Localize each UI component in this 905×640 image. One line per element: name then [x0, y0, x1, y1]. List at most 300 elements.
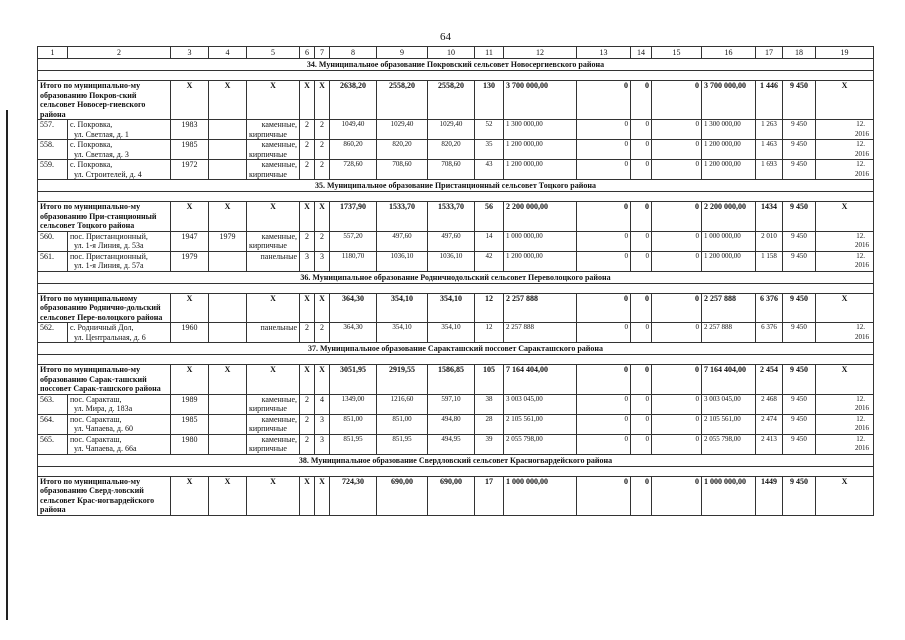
address-cell	[68, 323, 171, 343]
address-settlement: с. Покровка,	[70, 120, 113, 129]
year-built: 1985	[171, 414, 209, 434]
total-cell-c4: X	[209, 365, 247, 395]
row-cell-c8: 1349,00	[330, 394, 377, 414]
housing-register-table	[37, 46, 874, 516]
row-cell-c15: 0	[652, 120, 702, 140]
wall-material-line2: кирпичные	[249, 169, 287, 179]
total-cell-c15: 0	[652, 293, 702, 323]
total-cell-c15: 0	[652, 81, 702, 120]
total-row	[38, 202, 874, 232]
total-cell-c11: 17	[475, 476, 504, 515]
address-street: ул. Чапаева, д. 66а	[74, 444, 137, 453]
wall-material-cell	[247, 231, 300, 251]
total-cell-c13: 0	[577, 293, 631, 323]
row-cell-c13: 0	[577, 251, 631, 271]
row-cell-c8: 860,20	[330, 140, 377, 160]
scan-edge-line	[6, 110, 8, 620]
deadline-cell	[816, 251, 874, 271]
address-settlement: пос. Саракташ,	[70, 394, 122, 404]
column-number-cell: 17	[756, 47, 783, 59]
total-cell-c14: 0	[631, 293, 652, 323]
row-cell-c13: 0	[577, 414, 631, 434]
deadline-cell	[816, 120, 874, 140]
row-cell-c9: 354,10	[377, 323, 428, 343]
row-cell-c18: 9 450	[783, 160, 816, 180]
total-cell-c17: 1 446	[756, 81, 783, 120]
row-cell-c12: 1 200 000,00	[504, 251, 577, 271]
total-cell-c4: X	[209, 81, 247, 120]
deadline-cell	[816, 140, 874, 160]
year-built: 1983	[171, 120, 209, 140]
total-row	[38, 81, 874, 120]
wall-material-cell	[247, 414, 300, 434]
row-cell-c6: 2	[300, 323, 315, 343]
total-cell-c5: X	[247, 81, 300, 120]
row-cell-c12: 1 200 000,00	[504, 140, 577, 160]
total-cell-c7: X	[315, 293, 330, 323]
address-settlement: с. Покровка,	[70, 160, 113, 169]
row-cell-c6: 2	[300, 414, 315, 434]
total-cell-c3: X	[171, 293, 209, 323]
table-row	[38, 231, 874, 251]
total-row	[38, 293, 874, 323]
row-cell-c13: 0	[577, 231, 631, 251]
year-built: 1980	[171, 434, 209, 454]
deadline-year: 2016	[855, 424, 869, 432]
total-cell-c7: X	[315, 202, 330, 232]
address-settlement: с. Родничный Дол,	[70, 323, 134, 332]
row-cell-c14: 0	[631, 140, 652, 160]
deadline-year: 2016	[855, 444, 869, 452]
row-cell-c16: 1 200 000,00	[702, 140, 756, 160]
total-cell-c18: 9 450	[783, 202, 816, 232]
year-renovated	[209, 323, 247, 343]
column-number-row	[38, 47, 874, 59]
wall-material-line2: кирпичные	[249, 129, 287, 139]
row-cell-c18: 9 450	[783, 251, 816, 271]
spacer-row	[38, 355, 874, 365]
total-name: Итого по муниципально-му образованию Сарак-ташский поссовет Сарак-ташского района	[38, 365, 171, 395]
total-name: Итого по муниципально-му образованию Покров-ский сельсовет Новосер-гиевского района	[38, 81, 171, 120]
spacer-row	[38, 71, 874, 81]
row-cell-c18: 9 450	[783, 394, 816, 414]
address-street: ул. Центральная, д. 6	[74, 332, 146, 342]
total-cell-c4: X	[209, 476, 247, 515]
total-cell-c4: X	[209, 202, 247, 232]
deadline-year: 2016	[855, 149, 869, 158]
address-street: ул. Светлая, д. 1	[74, 129, 129, 139]
row-cell-c17: 2 010	[756, 231, 783, 251]
row-cell-c15: 0	[652, 394, 702, 414]
spacer-cell	[38, 466, 874, 476]
section-heading-row	[38, 271, 874, 283]
total-cell-c5: X	[247, 365, 300, 395]
address-settlement: пос. Пристанционный,	[70, 231, 148, 241]
total-cell-c9: 2919,55	[377, 365, 428, 395]
wall-material-line1: каменные,	[261, 394, 297, 404]
wall-material-line1: каменные,	[261, 160, 297, 169]
row-cell-c7: 2	[315, 160, 330, 180]
total-cell-c17: 1449	[756, 476, 783, 515]
deadline-month: 12.	[856, 160, 865, 168]
table-row	[38, 414, 874, 434]
row-cell-c9: 851,95	[377, 434, 428, 454]
row-cell-c6: 2	[300, 231, 315, 251]
total-cell-c17: 2 454	[756, 365, 783, 395]
total-cell-c11: 105	[475, 365, 504, 395]
row-cell-c15: 0	[652, 434, 702, 454]
year-renovated	[209, 160, 247, 180]
table-row	[38, 251, 874, 271]
wall-material-cell	[247, 160, 300, 180]
row-cell-c16: 2 257 888	[702, 323, 756, 343]
deadline-year: 2016	[855, 241, 869, 249]
table-row	[38, 120, 874, 140]
wall-material-cell	[247, 140, 300, 160]
row-cell-c10: 497,60	[428, 231, 475, 251]
year-built: 1979	[171, 251, 209, 271]
column-number-cell: 12	[504, 47, 577, 59]
total-cell-c3: X	[171, 365, 209, 395]
section-heading-row	[38, 454, 874, 466]
deadline-year: 2016	[855, 261, 869, 269]
row-cell-c12: 2 257 888	[504, 323, 577, 343]
year-built: 1947	[171, 231, 209, 251]
spacer-cell	[38, 283, 874, 293]
year-renovated	[209, 251, 247, 271]
total-cell-c14: 0	[631, 81, 652, 120]
table-row	[38, 140, 874, 160]
row-cell-c9: 1216,60	[377, 394, 428, 414]
total-cell-c13: 0	[577, 202, 631, 232]
row-number: 562.	[38, 323, 68, 343]
row-cell-c7: 2	[315, 231, 330, 251]
wall-material-cell	[247, 323, 300, 343]
row-cell-c14: 0	[631, 323, 652, 343]
row-cell-c12: 1 000 000,00	[504, 231, 577, 251]
row-cell-c7: 3	[315, 414, 330, 434]
row-cell-c8: 851,95	[330, 434, 377, 454]
spacer-row	[38, 192, 874, 202]
total-row	[38, 365, 874, 395]
deadline-cell	[816, 160, 874, 180]
row-cell-c6: 2	[300, 120, 315, 140]
column-number-cell: 18	[783, 47, 816, 59]
deadline-cell	[816, 323, 874, 343]
column-number-cell: 11	[475, 47, 504, 59]
deadline-cell	[816, 434, 874, 454]
deadline-month: 12.	[856, 414, 865, 423]
row-cell-c17: 2 474	[756, 414, 783, 434]
total-cell-c13: 0	[577, 476, 631, 515]
deadline-year: 2016	[855, 169, 869, 178]
total-cell-c9: 2558,20	[377, 81, 428, 120]
page-number: 64	[440, 31, 451, 43]
column-number-cell: 19	[816, 47, 874, 59]
row-cell-c17: 1 693	[756, 160, 783, 180]
deadline-cell	[816, 231, 874, 251]
total-cell-c11: 130	[475, 81, 504, 120]
row-cell-c9: 1029,40	[377, 120, 428, 140]
year-built: 1960	[171, 323, 209, 343]
row-cell-c10: 597,10	[428, 394, 475, 414]
spacer-row	[38, 283, 874, 293]
wall-material-line2: кирпичные	[249, 404, 287, 413]
column-number-cell: 16	[702, 47, 756, 59]
deadline-year: 2016	[855, 404, 869, 412]
row-cell-c14: 0	[631, 251, 652, 271]
section-heading-row	[38, 180, 874, 192]
address-street: ул. 1-я Линия, д. 53а	[74, 241, 144, 250]
deadline-month: 12.	[856, 434, 865, 443]
row-number: 561.	[38, 251, 68, 271]
address-settlement: пос. Саракташ,	[70, 434, 122, 444]
row-cell-c11: 14	[475, 231, 504, 251]
row-cell-c12: 2 105 561,00	[504, 414, 577, 434]
row-cell-c13: 0	[577, 120, 631, 140]
column-number-cell: 7	[315, 47, 330, 59]
deadline-month: 12.	[856, 394, 865, 403]
row-cell-c9: 820,20	[377, 140, 428, 160]
wall-material-line2: кирпичные	[249, 424, 287, 433]
total-cell-c7: X	[315, 476, 330, 515]
row-cell-c14: 0	[631, 434, 652, 454]
total-name: Итого по муниципально-му образованию При-станционный сельсовет Тоцкого района	[38, 202, 171, 232]
total-cell-c15: 0	[652, 365, 702, 395]
wall-material-line1: каменные,	[261, 231, 297, 241]
address-cell	[68, 140, 171, 160]
wall-material-line2: кирпичные	[249, 241, 287, 250]
wall-material-line1: каменные,	[261, 434, 297, 444]
year-built: 1985	[171, 140, 209, 160]
total-cell-c18: 9 450	[783, 476, 816, 515]
total-cell-c13: 0	[577, 365, 631, 395]
row-cell-c9: 1036,10	[377, 251, 428, 271]
total-cell-c12: 3 700 000,00	[504, 81, 577, 120]
column-number-cell: 9	[377, 47, 428, 59]
address-settlement: с. Покровка,	[70, 140, 113, 149]
year-built: 1972	[171, 160, 209, 180]
total-cell-c3: X	[171, 81, 209, 120]
total-cell-c12: 2 200 000,00	[504, 202, 577, 232]
address-street: ул. Чапаева, д. 60	[74, 424, 133, 433]
row-cell-c10: 820,20	[428, 140, 475, 160]
address-street: ул. Строителей, д. 4	[74, 169, 142, 179]
row-cell-c14: 0	[631, 231, 652, 251]
total-cell-c4	[209, 293, 247, 323]
address-street: ул. 1-я Линия, д. 57а	[74, 261, 144, 270]
row-cell-c12: 2 055 798,00	[504, 434, 577, 454]
row-cell-c9: 708,60	[377, 160, 428, 180]
spacer-cell	[38, 192, 874, 202]
total-cell-c19: X	[816, 293, 874, 323]
total-cell-c11: 12	[475, 293, 504, 323]
row-cell-c17: 2 468	[756, 394, 783, 414]
total-cell-c8: 2638,20	[330, 81, 377, 120]
deadline-year: 2016	[855, 332, 869, 341]
row-cell-c11: 12	[475, 323, 504, 343]
wall-material-cell	[247, 251, 300, 271]
total-name: Итого по муниципально-му образованию Сверд-ловский сельсовет Крас-ногвардейского района	[38, 476, 171, 515]
total-cell-c10: 690,00	[428, 476, 475, 515]
column-number-cell: 4	[209, 47, 247, 59]
row-cell-c11: 38	[475, 394, 504, 414]
row-cell-c7: 2	[315, 323, 330, 343]
column-number-cell: 14	[631, 47, 652, 59]
table-row	[38, 323, 874, 343]
row-cell-c17: 1 263	[756, 120, 783, 140]
row-cell-c17: 1 463	[756, 140, 783, 160]
row-cell-c16: 1 000 000,00	[702, 231, 756, 251]
row-cell-c16: 1 300 000,00	[702, 120, 756, 140]
total-cell-c8: 364,30	[330, 293, 377, 323]
total-cell-c10: 1586,85	[428, 365, 475, 395]
section-title: 38. Муниципальное образование Свердловский сельсовет Красногвардейского района	[38, 454, 874, 466]
spacer-cell	[38, 355, 874, 365]
row-cell-c11: 52	[475, 120, 504, 140]
total-row	[38, 476, 874, 515]
total-cell-c7: X	[315, 365, 330, 395]
row-cell-c7: 4	[315, 394, 330, 414]
total-cell-c18: 9 450	[783, 365, 816, 395]
address-street: ул. Мира, д. 183а	[74, 404, 133, 413]
wall-material-line2: кирпичные	[249, 444, 287, 453]
address-cell	[68, 231, 171, 251]
table-row	[38, 394, 874, 414]
row-cell-c13: 0	[577, 394, 631, 414]
column-number-cell: 2	[68, 47, 171, 59]
wall-material-cell	[247, 120, 300, 140]
row-number: 559.	[38, 160, 68, 180]
column-number-cell: 6	[300, 47, 315, 59]
wall-material-cell	[247, 434, 300, 454]
total-name: Итого по муниципальному образованию Роднично-дольский сельсовет Пере-волоцкого района	[38, 293, 171, 323]
total-cell-c6: X	[300, 81, 315, 120]
total-cell-c8: 724,30	[330, 476, 377, 515]
row-cell-c8: 557,20	[330, 231, 377, 251]
total-cell-c9: 354,10	[377, 293, 428, 323]
row-number: 564.	[38, 414, 68, 434]
year-renovated	[209, 414, 247, 434]
total-cell-c10: 2558,20	[428, 81, 475, 120]
spacer-cell	[38, 71, 874, 81]
total-cell-c10: 354,10	[428, 293, 475, 323]
row-number: 560.	[38, 231, 68, 251]
total-cell-c14: 0	[631, 365, 652, 395]
wall-material-line1: каменные,	[261, 120, 297, 129]
section-title: 36. Муниципальное образование Родничнодольский сельсовет Переволоцкого района	[38, 271, 874, 283]
row-number: 557.	[38, 120, 68, 140]
table-body	[38, 47, 874, 516]
row-cell-c6: 2	[300, 434, 315, 454]
total-cell-c18: 9 450	[783, 293, 816, 323]
column-number-cell: 8	[330, 47, 377, 59]
row-cell-c15: 0	[652, 231, 702, 251]
total-cell-c18: 9 450	[783, 81, 816, 120]
row-cell-c8: 851,00	[330, 414, 377, 434]
row-cell-c12: 1 300 000,00	[504, 120, 577, 140]
total-cell-c10: 1533,70	[428, 202, 475, 232]
row-cell-c17: 2 413	[756, 434, 783, 454]
row-number: 558.	[38, 140, 68, 160]
row-cell-c7: 2	[315, 140, 330, 160]
deadline-cell	[816, 394, 874, 414]
address-cell	[68, 160, 171, 180]
total-cell-c16: 2 200 000,00	[702, 202, 756, 232]
total-cell-c9: 1533,70	[377, 202, 428, 232]
row-cell-c18: 9 450	[783, 140, 816, 160]
row-cell-c18: 9 450	[783, 414, 816, 434]
total-cell-c16: 7 164 404,00	[702, 365, 756, 395]
total-cell-c16: 2 257 888	[702, 293, 756, 323]
row-cell-c12: 3 003 045,00	[504, 394, 577, 414]
address-street: ул. Светлая, д. 3	[74, 149, 129, 159]
deadline-month: 12.	[856, 323, 865, 331]
total-cell-c11: 56	[475, 202, 504, 232]
total-cell-c14: 0	[631, 202, 652, 232]
deadline-month: 12.	[856, 231, 865, 240]
row-cell-c16: 2 105 561,00	[702, 414, 756, 434]
wall-material-line1: панельные	[260, 251, 297, 261]
row-cell-c13: 0	[577, 140, 631, 160]
row-cell-c8: 1049,40	[330, 120, 377, 140]
total-cell-c15: 0	[652, 476, 702, 515]
section-heading-row	[38, 343, 874, 355]
total-cell-c5: X	[247, 202, 300, 232]
total-cell-c17: 1434	[756, 202, 783, 232]
deadline-month: 12.	[856, 140, 865, 148]
row-cell-c8: 728,60	[330, 160, 377, 180]
total-cell-c7: X	[315, 81, 330, 120]
total-cell-c16: 1 000 000,00	[702, 476, 756, 515]
row-cell-c10: 354,10	[428, 323, 475, 343]
row-cell-c10: 1036,10	[428, 251, 475, 271]
total-cell-c16: 3 700 000,00	[702, 81, 756, 120]
total-cell-c14: 0	[631, 476, 652, 515]
row-cell-c11: 39	[475, 434, 504, 454]
row-cell-c15: 0	[652, 160, 702, 180]
total-cell-c12: 2 257 888	[504, 293, 577, 323]
row-cell-c10: 494,95	[428, 434, 475, 454]
row-cell-c7: 3	[315, 251, 330, 271]
row-cell-c18: 9 450	[783, 323, 816, 343]
address-cell	[68, 251, 171, 271]
row-cell-c8: 1180,70	[330, 251, 377, 271]
total-cell-c6: X	[300, 293, 315, 323]
address-cell	[68, 120, 171, 140]
column-number-cell: 5	[247, 47, 300, 59]
row-cell-c16: 3 003 045,00	[702, 394, 756, 414]
row-cell-c6: 2	[300, 394, 315, 414]
row-cell-c15: 0	[652, 140, 702, 160]
column-number-cell: 1	[38, 47, 68, 59]
address-settlement: пос. Пристанционный,	[70, 251, 148, 261]
row-cell-c11: 43	[475, 160, 504, 180]
total-cell-c8: 3051,95	[330, 365, 377, 395]
row-cell-c14: 0	[631, 160, 652, 180]
spacer-row	[38, 466, 874, 476]
row-cell-c15: 0	[652, 323, 702, 343]
year-renovated	[209, 140, 247, 160]
row-cell-c11: 42	[475, 251, 504, 271]
wall-material-cell	[247, 394, 300, 414]
total-cell-c6: X	[300, 202, 315, 232]
row-number: 565.	[38, 434, 68, 454]
row-cell-c7: 2	[315, 120, 330, 140]
row-cell-c6: 2	[300, 160, 315, 180]
row-cell-c16: 1 200 000,00	[702, 251, 756, 271]
row-cell-c10: 1029,40	[428, 120, 475, 140]
